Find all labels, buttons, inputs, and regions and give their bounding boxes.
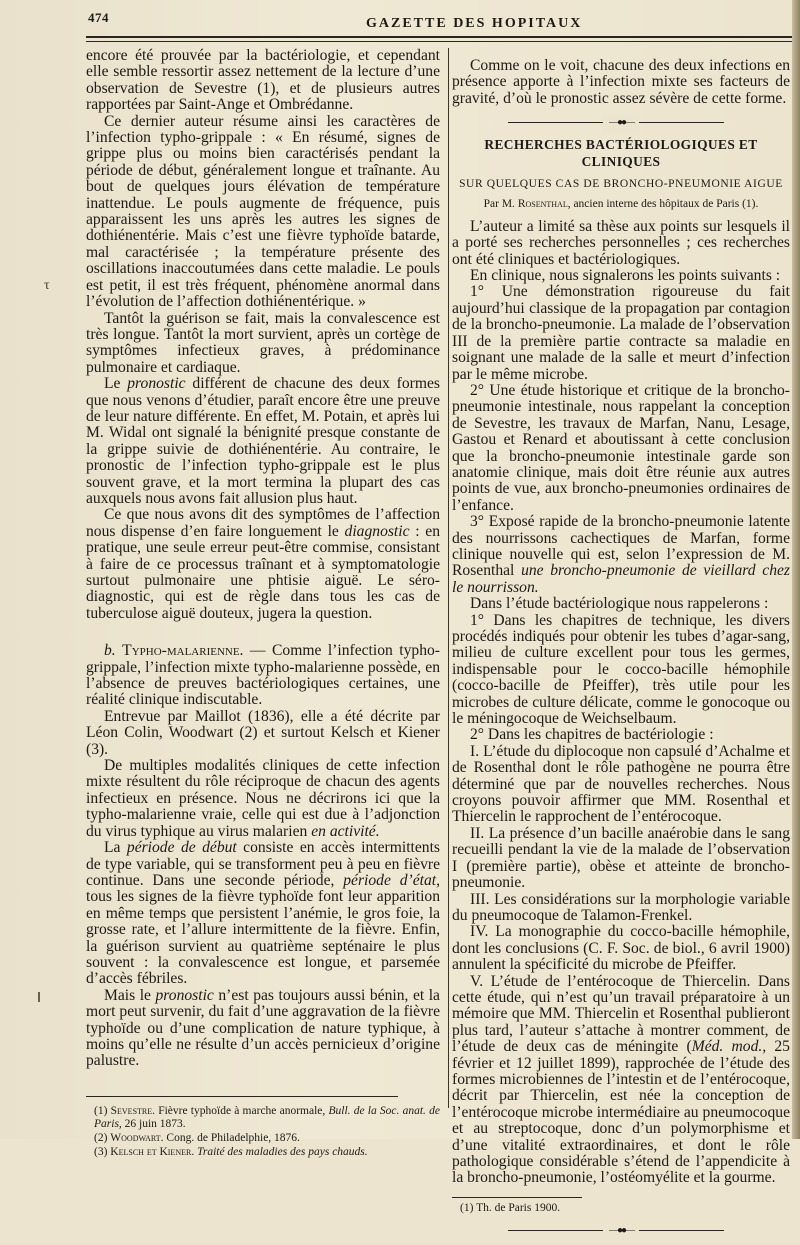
paragraph: L’auteur a limité sa thèse aux points sur lesquels il a porté ses recherches personnelles ; ces recherches ont été cliniques et bactériologiques. [452,217,790,268]
article-subtitle: SUR QUELQUES CAS DE BRONCHO-PNEUMONIE AIGUE [459,178,783,191]
footnote: (2) Woodwart. Cong. de Philadelphie, 1876. [94,1131,300,1144]
paragraph: Comme on le voit, chacune des deux infections en présence apporte à l’infection mixte ses facteurs de gravité, d’où le pronostic assez sévère de cette forme. [452,57,790,107]
paragraph: 1° Une démonstration rigoureuse du fait aujourd’hui classique de la propagation par contagion de la broncho-pneumonie. La malade de l’observation III de la première partie contracte sa maladie en soignant une malade de la salle et meurt d’infection par le même microbe. [452,283,790,383]
paragraph: Mais le pronostic n’est pas toujours aussi bénin, et la mort peut survenir, du fait d’une aggravation de la fièvre typhoïde ou d’une complication de nature typhique, à moins qu’elle ne résulte d’un accès pernicieux d’origine palustre. [86,986,440,1070]
page-edge [792,0,800,1139]
paragraph: 1° Dans les chapitres de technique, les divers procédés indiqués pour obtenir les tubes d’agar-sang, milieu de culture excellent pour tous les germes, indispensable pour le cocco-bacille hémophile (cocco-bacille de Pfeiffer), très utile pour les microbes de culture délicate, comme le gonocoque ou le méningocoque de Weichselbaum. [452,611,790,728]
margin-stain [38,992,40,1002]
paragraph: Entrevue par Maillot (1836), elle a été décrite par Léon Colin, Woodwart (2) et surtout Kelsch et Kiener (3). [86,707,440,758]
left-column [86,48,440,1159]
paragraph: En clinique, nous signalerons les points suivants : [470,267,781,285]
ornament-divider: —●●— [452,117,790,129]
paragraph: 2° Dans les chapitres de bactériologie : [470,726,714,744]
footnote: (1) Th. de Paris 1900. [460,1201,561,1214]
margin-pencil-mark: τ [44,278,50,293]
right-column [452,58,790,1245]
paragraph: encore été prouvée par la bactériologie, et cependant elle semble ressortir assez nettement de la lecture d’une observation de Sevestre (1), et de plusieurs autres rapportées par Saint-Ange et Ombrédanne. [86,47,440,114]
paragraph: 2° Une étude historique et critique de la broncho-pneumonie intestinale, nous rappelant la conception de Sevestre, les travaux de Marfan, Nanu, Lesage, Gastou et Renard et aboutissant à cette conclusion que la broncho-pneumonie intestinale garde son anatomie clinique, mais doit être réunie aux autres points de vue, aux broncho-pneumonies ordinaires de l’enfance. [452,381,790,514]
article-byline: Par M. Rosenthal, ancien interne des hôpitaux de Paris (1). [483,198,759,211]
paragraph: Ce que nous avons dit des symptômes de l’affection nous dispense d’en faire longuement le diagnostic : en pratique, une seule erreur peut-être commise, consistant à faire de ce processus traînant et à symptomatologie surtout pulmonaire une phtisie aiguë. Le séro-diagnostic, qui est de règle dans tous les cas de tuberculose aiguë douteux, jugera la question. [86,506,440,622]
section-heading-paragraph: b. Typho-malarienne. — Comme l’infection typho-grippale, l’infection mixte typho-malarienne possède, en l’absence de preuves bactériologiques certaines, une réalité clinique indiscutable. [86,642,440,709]
paragraph: Le pronostic différent de chacune des deux formes que nous venons d’étudier, paraît encore être une preuve de leur nature différente. En effet, M. Potain, et après lui M. Widal ont signalé la bénignité presque constante de la grippe suivie de dothiénentérie. Au contraire, le pronostic de l’infection typho-grippale est le plus souvent grave, et la mort termina la plupart des cas auxquels nous avons fait allusion plus haut. [86,375,440,507]
column-divider [448,48,449,1108]
paragraph: I. L’étude du diplocoque non capsulé d’Achalme et de Rosenthal dont le rôle pathogène ne pourra être déterminé que par de nouvelles recherches. Nous croyons pouvoir affirmer que MM. Rosenthal et Thiercelin le rapprochent de l’entérocoque. [452,742,790,826]
paragraph: III. Les considérations sur la morphologie variable du pneumocoque de Talamon-Frenkel. [452,890,790,924]
footnote: (3) Kelsch et Kiener. Traité des maladies des pays chauds. [94,1145,368,1158]
article-title: RECHERCHES BACTÉRIOLOGIQUES ET CLINIQUES [484,137,758,169]
paragraph: Ce dernier auteur résume ainsi les caractères de l’infection typho-grippale : « En résumé, signes de grippe plus ou moins bien caractérisés pendant la période de début, généralement longue et traînante. Au bout de quelques jours élévation de température inattendue. Le pouls augmente de fréquence, puis apparaissent les uns après les autres les signes de dothiénentérie. Mais c’est une fièvre typhoïde batarde, mal caractérisée ; la température présente des oscillations inaccoutumées dans cette maladie. Le pouls est petit, il est très fréquent, phénomène anormal dans l’évolution de l’affection dothiénentérique. » [86,112,440,311]
paragraph: II. La présence d’un bacille anaérobie dans le sang recueilli pendant la vie de la malade de l’observation I (première partie), obèse et atteinte de broncho-pneumonie. [452,824,790,892]
page-number: 474 [88,10,109,25]
paragraph: 3° Exposé rapide de la broncho-pneumonie latente des nourrissons cachectiques de Marfan, forme clinique nouvelle qui est, selon l’expression de M. Rosenthal une broncho-pneumonie de vieillard chez le nourrisson. [452,513,790,596]
header-rule-thin [86,41,792,42]
paragraph: IV. La monographie du cocco-bacille hémophile, dont les conclusions (C. F. Soc. de biol., 6 avril 1900) annulent la spécificité du microbe de Pfeiffer. [452,923,790,974]
ornament-divider-bottom: —●●— [452,1225,790,1237]
footnote-rule [452,1197,582,1198]
paragraph: Tantôt la guérison se fait, mais la convalescence est très longue. Tantôt la mort survient, après un cortège de symptômes infectieux graves, à prédominance pulmonaire et cardiaque. [86,309,440,376]
header-rule [86,36,792,38]
paragraph: De multiples modalités cliniques de cette infection mixte résultent du rôle réciproque de chacun des agents infectieux en présence. Nous ne décrirons ici que la typho-malarienne vraie, celle qui est due à l’adjonction du virus typhique au virus malarien en activité. [86,757,440,840]
footnote-rule [86,1096,398,1097]
footnote: (1) Sevestre. Fièvre typhoïde à marche anormale, Bull. de la Soc. anat. de Paris, 26 juin 1873. [94,1104,440,1131]
paragraph: La période de début consiste en accès intermittents de type variable, qui se transforment peu à peu en fièvre continue. Dans une seconde période, période d’état, tous les signes de la fièvre typhoïde font leur apparition en même temps que persistent l’anémie, le gros foie, la grosse rate, et l’allure intermittente de la fièvre. Enfin, la guérison survient au quatrième septénaire le plus souvent : la convalescence est longue, et parsemée d’accès fébriles. [86,839,440,988]
paragraph: V. L’étude de l’entérocoque de Thiercelin. Dans cette étude, qui n’est qu’un travail préparatoire à un mémoire que MM. Thiercelin et Rosenthal publieront plus tard, l’auteur s’attache à montrer comment, de l’étude de deux cas de méningite (Méd. mod., 25 février et 12 juillet 1899), rapprochée de l’étude des formes microbiennes de l’intestin et de l’entérocoque, décrit par Thiercelin, est née la conception de l’entérocoque microbe intermédiaire au pneumocoque et au streptocoque, donc d’un polymorphisme et d’une vitalité extraordinaires, et dont le rôle pathologique considérable s’étend de l’appendicite à la broncho-pneumonie, l’ostéomyélite et la gourme. [452,972,790,1187]
running-title: GAZETTE DES HOPITAUX [366,16,583,31]
paragraph: Dans l’étude bactériologique nous rappelerons : [470,595,769,613]
